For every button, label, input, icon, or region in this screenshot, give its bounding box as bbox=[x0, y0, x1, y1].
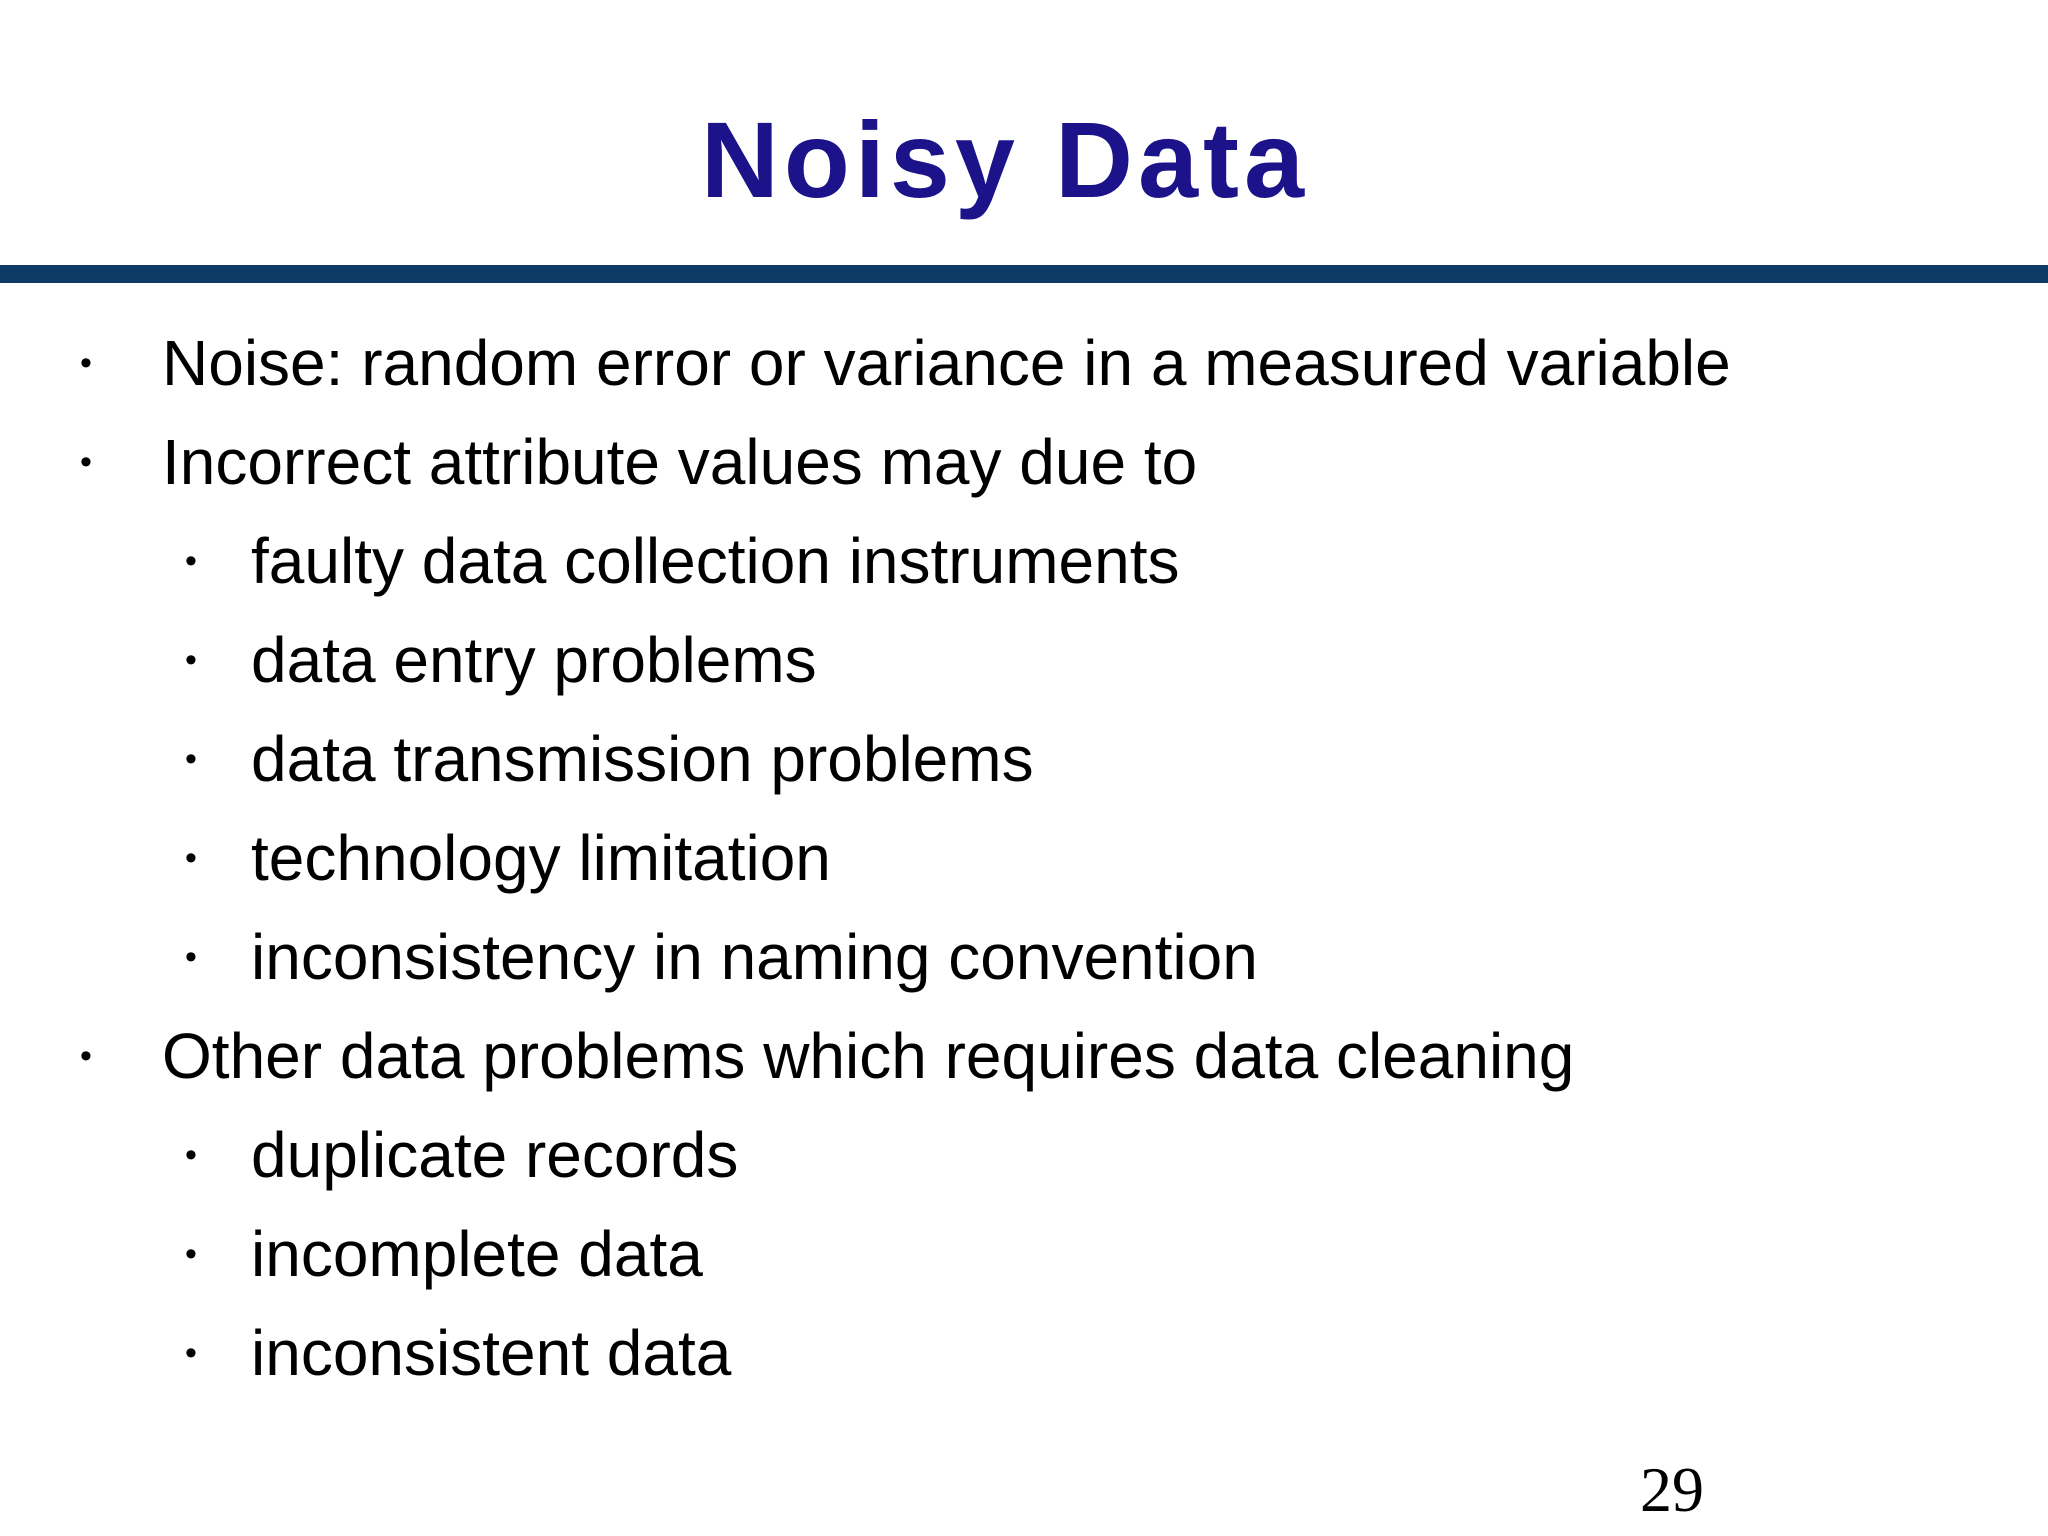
sub-bullet-text: duplicate records bbox=[251, 1119, 739, 1191]
bullet-text: Noise: random error or variance in a measured variable bbox=[162, 327, 1731, 399]
sub-bullet-text: data transmission problems bbox=[251, 723, 1034, 795]
bullet-text: Incorrect attribute values may due to bbox=[162, 426, 1198, 498]
sub-bullet-text: technology limitation bbox=[251, 822, 831, 894]
bullet-dot-icon: • bbox=[80, 1037, 92, 1075]
page-number: 29 bbox=[1640, 1454, 1704, 1525]
sub-bullet-text: inconsistent data bbox=[251, 1317, 732, 1389]
bullet-dot-icon: • bbox=[185, 542, 197, 580]
bullet-text: Other data problems which requires data cleaning bbox=[162, 1020, 1575, 1092]
bullet-dot-icon: • bbox=[185, 740, 197, 778]
bullet-dot-icon: • bbox=[185, 641, 197, 679]
bullet-dot-icon: • bbox=[185, 1136, 197, 1174]
sub-bullet-text: inconsistency in naming convention bbox=[251, 921, 1258, 993]
bullet-dot-icon: • bbox=[185, 839, 197, 877]
sub-bullet-text: faulty data collection instruments bbox=[251, 525, 1180, 597]
bullet-dot-icon: • bbox=[185, 938, 197, 976]
bullet-dot-icon: • bbox=[80, 344, 92, 382]
bullet-dot-icon: • bbox=[80, 443, 92, 481]
slide-title: Noisy Data bbox=[700, 99, 1310, 220]
bullet-dot-icon: • bbox=[185, 1235, 197, 1273]
sub-bullet-text: data entry problems bbox=[251, 624, 817, 696]
sub-bullet-text: incomplete data bbox=[251, 1218, 703, 1290]
bullet-dot-icon: • bbox=[185, 1334, 197, 1372]
